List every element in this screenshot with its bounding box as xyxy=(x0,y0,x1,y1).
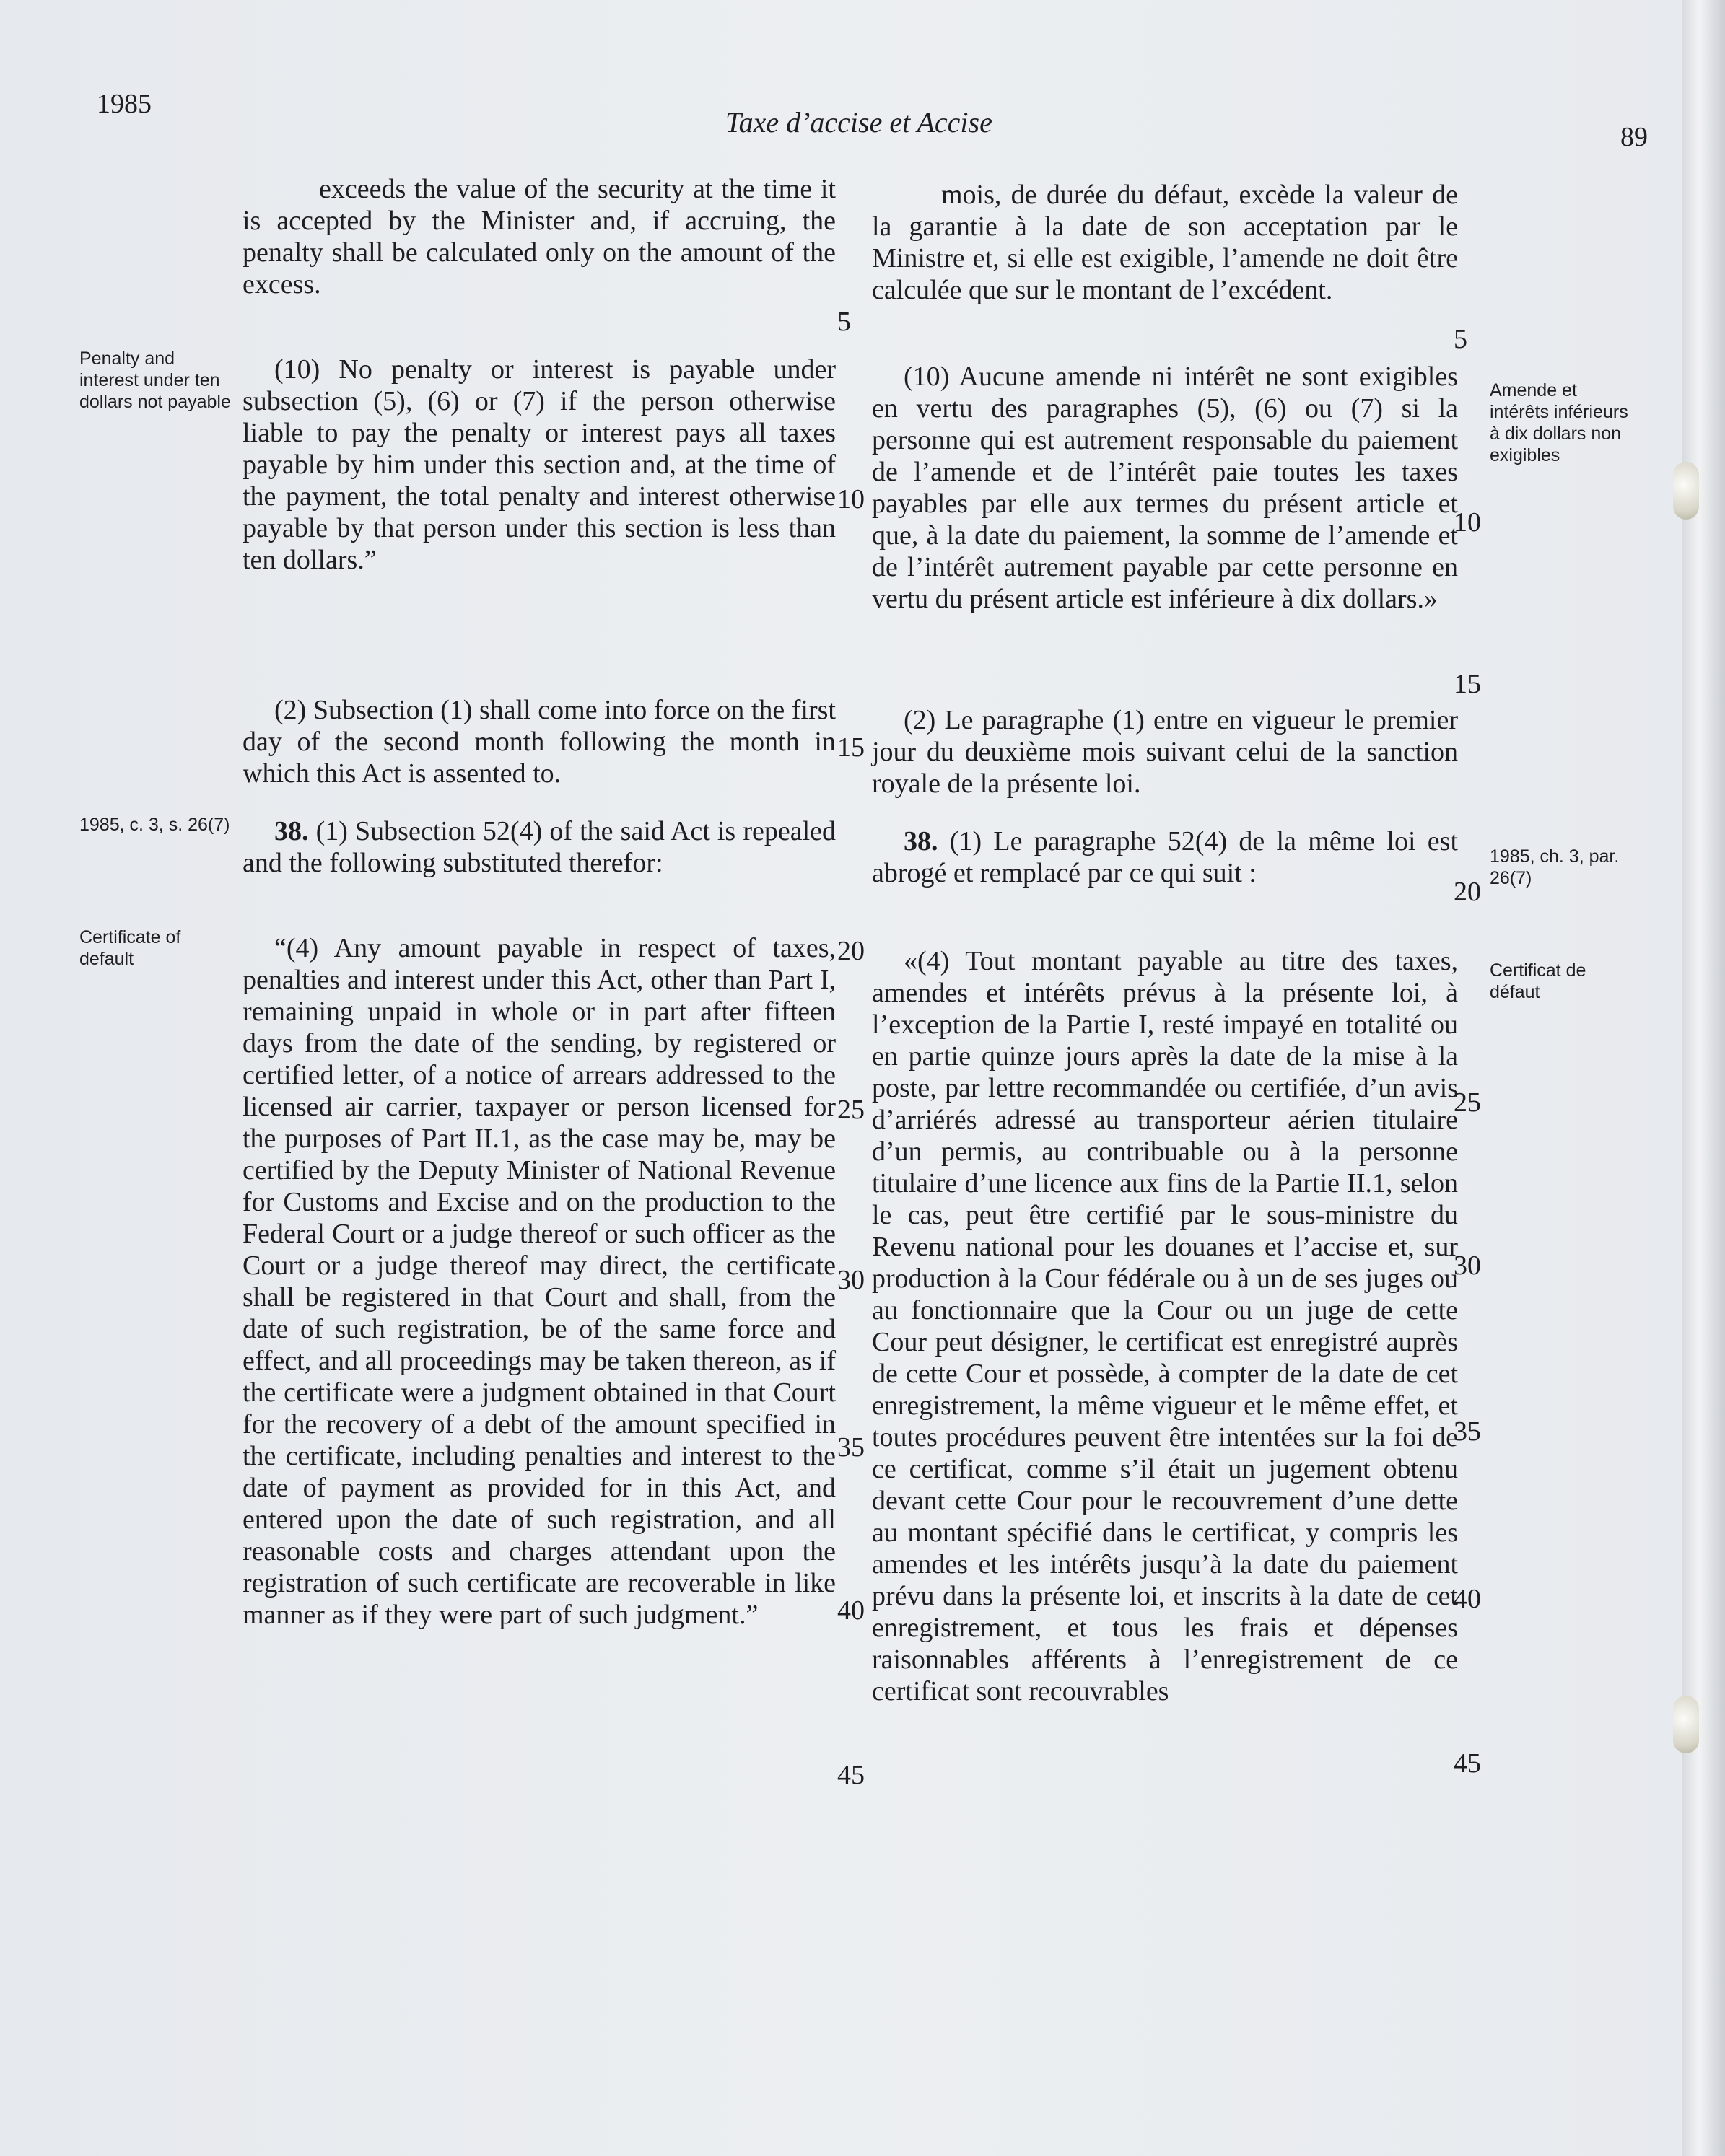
margin-note-left: Certificate of default xyxy=(79,927,181,969)
en-section-38: 38. (1) Subsection 52(4) of the said Act is repealed and the following substituted therefor: xyxy=(243,816,837,878)
line-number-fr: 45 xyxy=(1454,1748,1481,1779)
line-number-fr: 25 xyxy=(1454,1087,1481,1118)
binding-clip xyxy=(1673,462,1699,520)
margin-note-right: Certificat de défaut xyxy=(1490,960,1586,1002)
page-year: 1985 xyxy=(97,89,152,119)
line-number-fr: 35 xyxy=(1454,1416,1481,1447)
line-number-en: 35 xyxy=(837,1432,865,1463)
page-title: Taxe d’accise et Accise xyxy=(725,106,992,139)
margin-note-right: 1985, ch. 3, par. 26(7) xyxy=(1490,846,1620,888)
en-section-number: 38. xyxy=(274,816,309,846)
line-number-en: 20 xyxy=(837,936,865,966)
fr-paragraph-1: mois, de durée du défaut, excède la valeur de la garantie à la date de son acceptation par le Ministre et, si elle est exigible, l’amende ne doit être calculée que sur le montant de l’excédent. xyxy=(872,180,1458,305)
line-number-en: 25 xyxy=(837,1095,865,1125)
line-number-en: 15 xyxy=(837,732,865,763)
page-number: 89 xyxy=(1620,122,1648,152)
line-number-fr: 40 xyxy=(1454,1584,1481,1614)
line-number-en: 45 xyxy=(837,1760,865,1790)
fr-paragraph-2: (10) Aucune amende ni intérêt ne sont exigibles en vertu des paragraphes (5), (6) ou (7) si la personne qui est autrement responsable du paiement de l’amende et de l’intérêt paie toutes les taxes payables par elle aux termes du présent article et que, à la date du paiement, la somme de l’amende et de l’intérêt autrement payable par cette personne en vertu du présent article est inférieure à dix dollars.» xyxy=(872,361,1458,614)
book-spine-edge xyxy=(1682,0,1725,2156)
margin-note-left: Penalty and interest under ten dollars not payable xyxy=(79,349,231,412)
fr-paragraph-4: «(4) Tout montant payable au titre des taxes, amendes et intérêts prévus à la présente loi, à l’exception de la Partie I, resté impayé en totalité ou en partie quinze jours après la date de la mise à la poste, par lettre recommandée ou certifiée, d’un avis d’arriérés adressé au transporteur aérien titulaire d’un permis, au contribuable ou à la personne titulaire d’une licence aux fins de la Partie II.1, selon le cas, peut être certifié par le sous-ministre du Revenu national pour les douanes et l’accise et, sur production à la Cour fédérale ou à un de ses juges ou au fonctionnaire que la Cour ou un juge de cette Cour peut désigner, le certificat est enregistré auprès de cette Cour et possède, à compter de la date de cet enregistrement, la même vigueur et le même effet, et toutes procédures peuvent être intentées sur la foi de ce certificat, comme s’il était un jugement obtenu devant cette Cour pour le recouvrement d’une dette au montant spécifié dans le certificat, y compris les amendes et les intérêts jusqu’à la date du paiement prévu dans la présente loi, et inscrits à la date de cet enregistrement, et tous les frais et dépenses raisonnables afférents à l’enregistrement de ce certificat sont recouvrables xyxy=(872,946,1458,1706)
line-number-en: 10 xyxy=(837,484,865,514)
line-number-fr: 15 xyxy=(1454,669,1481,699)
margin-note-right: Amende et intérêts inférieurs à dix dollars non exigibles xyxy=(1490,380,1628,465)
margin-note-left: 1985, c. 3, s. 26(7) xyxy=(79,815,230,835)
fr-section-38: 38. (1) Le paragraphe 52(4) de la même loi est abrogé et remplacé par ce qui suit : xyxy=(872,826,1459,888)
en-paragraph-1: exceeds the value of the security at the time it is accepted by the Minister and, if accruing, the penalty shall be calculated only on the amount of the excess. xyxy=(243,174,836,299)
line-number-en: 40 xyxy=(837,1595,865,1626)
line-number-en: 30 xyxy=(837,1265,865,1295)
line-number-en: 5 xyxy=(837,307,851,337)
fr-paragraph-3: (2) Le paragraphe (1) entre en vigueur le premier jour du deuxième mois suivant celui de la sanction royale de la présente loi. xyxy=(872,705,1458,799)
line-number-fr: 5 xyxy=(1454,324,1467,354)
line-number-fr: 30 xyxy=(1454,1250,1481,1281)
line-number-fr: 20 xyxy=(1454,877,1481,907)
en-paragraph-4: “(4) Any amount payable in respect of taxes, penalties and interest under this Act, other than Part I, remaining unpaid in whole or in part after fifteen days from the date of the sending, by registered or certified letter, of a notice of arrears addressed to the licensed air carrier, taxpayer or person licensed for the purposes of Part II.1, as the case may be, may be certified by the Deputy Minister of National Revenue for Customs and Excise and on the production to the Federal Court or a judge thereof or such officer as the Court or a judge thereof may direct, the certificate shall be registered in that Court and shall, from the date of such registration, be of the same force and effect, and all proceedings may be taken thereon, as if the certificate were a judgment obtained in that Court for the recovery of a debt of the amount specified in the certificate, including penalties and interest to the date of payment as provided for in this Act, and entered upon the date of such registration, and all reasonable costs and charges attendant upon the registration of such certificate are recoverable in like manner as if they were part of such judgment.” xyxy=(243,933,836,1630)
binding-clip xyxy=(1673,1696,1699,1753)
line-number-fr: 10 xyxy=(1454,507,1481,538)
en-paragraph-3: (2) Subsection (1) shall come into force on the first day of the second month following the month in which this Act is assented to. xyxy=(243,695,836,789)
en-paragraph-2: (10) No penalty or interest is payable under subsection (5), (6) or (7) if the person otherwise liable to pay the penalty or interest pays all taxes payable by him under this section and, at the time of the payment, the total penalty and interest otherwise payable by that person under this section is less than ten dollars.” xyxy=(243,354,836,575)
fr-section-number: 38. xyxy=(904,826,938,856)
